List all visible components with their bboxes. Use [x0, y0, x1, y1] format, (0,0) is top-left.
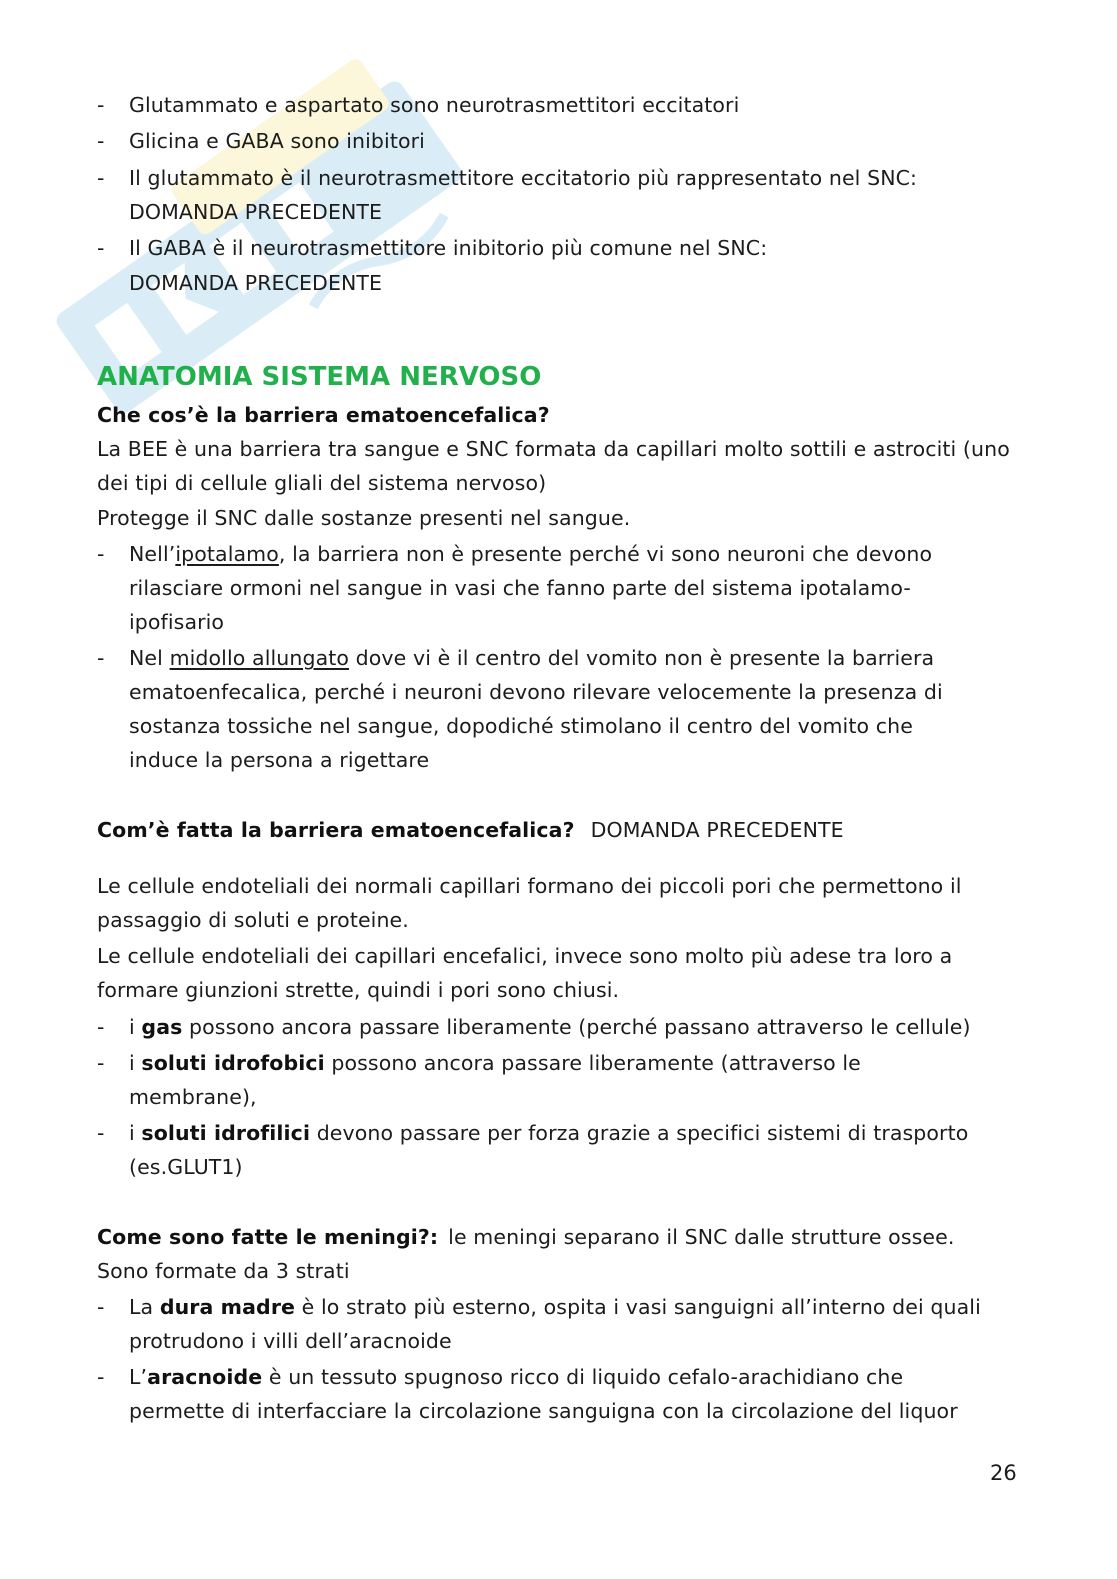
question-note: DOMANDA PRECEDENTE [590, 818, 844, 842]
page-number: 26 [990, 1461, 1017, 1485]
bullet-continuation: rilasciare ormoni nel sangue in vasi che fanno parte del sistema ipotalamo- [129, 576, 911, 600]
paragraph-line: passaggio di soluti e proteine. [97, 908, 409, 932]
section-title: ANATOMIA SISTEMA NERVOSO [97, 362, 542, 392]
paragraph-line: Sono formate da 3 strati [97, 1259, 350, 1283]
bullet-dash: - [97, 1365, 105, 1389]
question-title: Che cos’è la barriera ematoencefalica? [97, 403, 550, 427]
bullet-continuation: ipofisario [129, 610, 225, 634]
bullet-dash: - [97, 129, 105, 153]
bullet-continuation: membrane), [129, 1085, 257, 1109]
bullet-text: L’aracnoide è un tessuto spugnoso ricco di liquido cefalo-arachidiano che [129, 1365, 904, 1389]
bullet-dash: - [97, 236, 105, 260]
bullet-text: Il GABA è il neurotrasmettitore inibitorio più comune nel SNC: [129, 236, 768, 260]
paragraph-line: dei tipi di cellule gliali del sistema nervoso) [97, 471, 547, 495]
question-title: Come sono fatte le meningi?: [97, 1225, 439, 1249]
bullet-continuation: sostanza tossiche nel sangue, dopodiché stimolano il centro del vomito che [129, 714, 913, 738]
bullet-continuation: induce la persona a rigettare [129, 748, 430, 772]
paragraph-line: Le cellule endoteliali dei normali capillari formano dei piccoli pori che permettono il [97, 874, 962, 898]
bullet-dash: - [97, 1121, 105, 1145]
bullet-continuation: DOMANDA PRECEDENTE [129, 271, 383, 295]
bullet-text: La dura madre è lo strato più esterno, ospita i vasi sanguigni all’interno dei quali [129, 1295, 981, 1319]
bullet-dash: - [97, 1295, 105, 1319]
bullet-continuation: DOMANDA PRECEDENTE [129, 200, 383, 224]
paragraph-line: Protegge il SNC dalle sostanze presenti nel sangue. [97, 506, 631, 530]
question-answer: le meningi separano il SNC dalle strutture ossee. [448, 1225, 955, 1249]
question-line [97, 813, 844, 847]
question-title: Com’è fatta la barriera ematoencefalica? [97, 818, 575, 842]
bullet-text: Nel midollo allungato dove vi è il centro del vomito non è presente la barriera [129, 646, 935, 670]
bullet-text: Glicina e GABA sono inibitori [129, 129, 425, 153]
bullet-continuation: permette di interfacciare la circolazione sanguigna con la circolazione del liquor [129, 1399, 958, 1423]
bullet-continuation: (es.GLUT1) [129, 1155, 243, 1179]
bullet-dash: - [97, 1015, 105, 1039]
paragraph-line: La BEE è una barriera tra sangue e SNC formata da capillari molto sottili e astrociti (uno [97, 437, 1010, 461]
paragraph-line: Le cellule endoteliali dei capillari encefalici, invece sono molto più adese tra loro a [97, 944, 953, 968]
bullet-text: Glutammato e aspartato sono neurotrasmettitori eccitatori [129, 93, 740, 117]
bullet-text: i soluti idrofilici devono passare per forza grazie a specifici sistemi di trasporto [129, 1121, 969, 1145]
bullet-dash: - [97, 166, 105, 190]
question-line [97, 1220, 954, 1254]
bullet-continuation: ematoenfecalica, perché i neuroni devono rilevare velocemente la presenza di [129, 680, 943, 704]
paragraph-line: formare giunzioni strette, quindi i pori sono chiusi. [97, 978, 620, 1002]
bullet-text: Nell’ipotalamo, la barriera non è presente perché vi sono neuroni che devono [129, 542, 933, 566]
underlined-term: midollo allungato [169, 646, 350, 670]
underlined-term: ipotalamo [175, 542, 279, 566]
bullet-continuation: protrudono i villi dell’aracnoide [129, 1329, 452, 1353]
bullet-dash: - [97, 646, 105, 670]
bullet-text: Il glutammato è il neurotrasmettitore eccitatorio più rappresentato nel SNC: [129, 166, 918, 190]
bullet-dash: - [97, 1051, 105, 1075]
bullet-dash: - [97, 542, 105, 566]
bullet-text: i gas possono ancora passare liberamente (perché passano attraverso le cellule) [129, 1015, 971, 1039]
bullet-text: i soluti idrofobici possono ancora passare liberamente (attraverso le [129, 1051, 861, 1075]
bullet-dash: - [97, 93, 105, 117]
